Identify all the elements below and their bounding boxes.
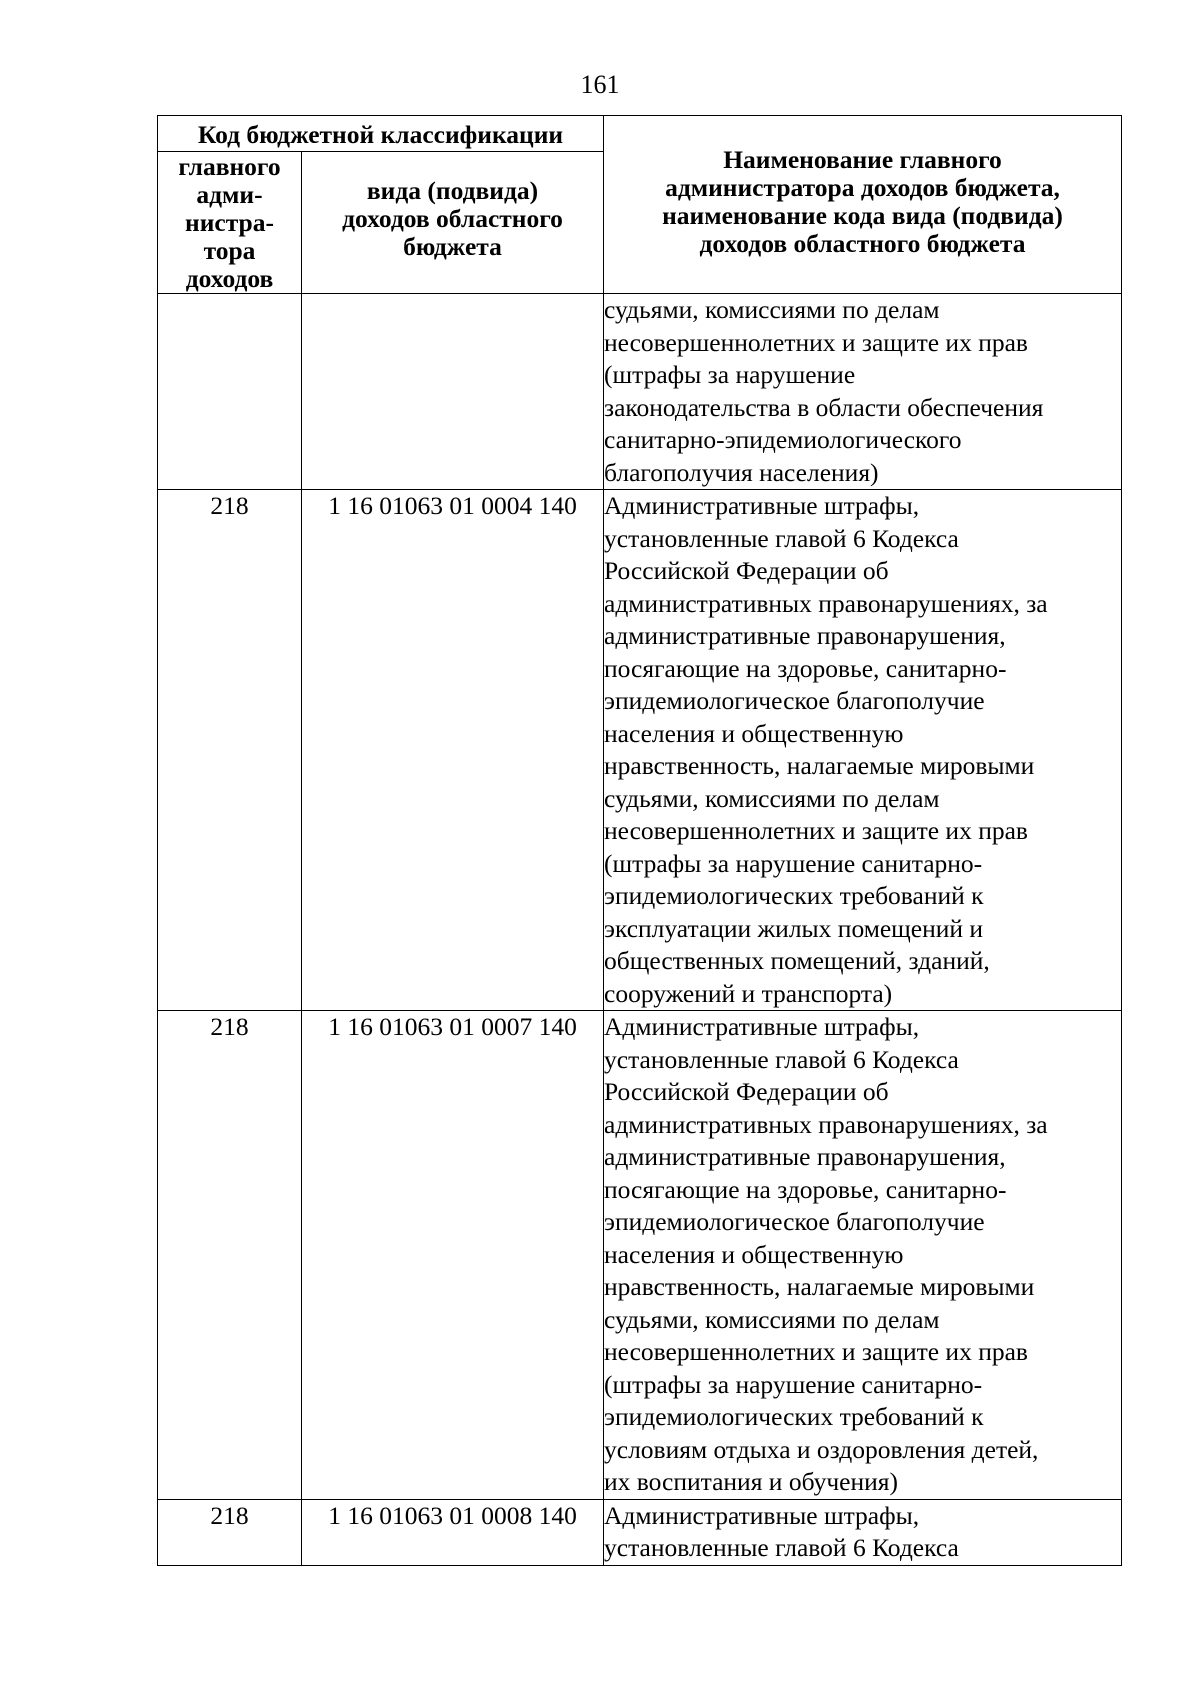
table-row: [158, 1499, 1122, 1565]
revenue-code-cell: 1 16 01063 01 0004 140: [302, 490, 604, 1011]
revenue-name-line: эпидемиологическое благополучие: [604, 1207, 985, 1236]
header-admin-line: адми-: [196, 180, 263, 209]
revenue-name-line: административных правонарушениях, за: [604, 1109, 1048, 1139]
header-revenue-line: доходов областного: [342, 203, 563, 233]
revenue-name-line: Административные штрафы,: [604, 1500, 920, 1530]
revenue-name-line: общественных помещений, зданий,: [604, 946, 990, 975]
header-name-line: наименование кода вида (подвида): [662, 200, 1063, 230]
revenue-name-line: условиям отдыха и оздоровления детей,: [604, 1434, 1039, 1464]
header-admin-line: нистра-: [185, 208, 274, 237]
revenue-name-line: Российской Федерации об: [604, 1077, 889, 1106]
header-name-line: доходов областного бюджета: [699, 228, 1026, 258]
header-budget-classification-code: Код бюджетной классификации: [158, 116, 604, 152]
revenue-name-line: Административные штрафы,: [604, 491, 920, 520]
admin-code-cell: 218: [158, 490, 302, 1011]
revenue-name-line: несовершеннолетних и защите их прав: [604, 816, 1028, 845]
header-admin-line: доходов: [185, 264, 274, 293]
header-admin-line: главного: [178, 152, 281, 181]
admin-code-cell: 218: [158, 1499, 302, 1565]
admin-code-cell: 218: [158, 1011, 302, 1500]
header-name-column: [604, 116, 1122, 294]
revenue-name-line: эпидемиологических требований к: [604, 881, 984, 910]
revenue-name-cell: [604, 1499, 1122, 1565]
table-row: [158, 490, 1122, 1011]
revenue-name-line: нравственность, налагаемые мировыми: [604, 1272, 1035, 1301]
revenue-name-line: нравственность, налагаемые мировыми: [604, 751, 1035, 780]
revenue-name-cell: [604, 1011, 1122, 1500]
revenue-name-line: административных правонарушениях, за: [604, 588, 1048, 618]
revenue-name-line: судьями, комиссиями по делам: [604, 783, 940, 813]
revenue-name-line: Российской Федерации об: [604, 556, 889, 585]
revenue-name-line: установленные главой 6 Кодекса: [604, 523, 959, 553]
table-body: [158, 294, 1122, 1566]
table-row: [158, 294, 1122, 490]
revenue-name-line: административные правонарушения,: [604, 1142, 1006, 1171]
header-revenue-line: бюджета: [403, 231, 502, 261]
table-row: [158, 1011, 1122, 1500]
revenue-name-line: их воспитания и обучения): [604, 1467, 898, 1496]
page-number: 161: [580, 70, 620, 99]
admin-code-cell: [158, 294, 302, 490]
revenue-name-line: (штрафы за нарушение: [604, 360, 856, 389]
revenue-name-line: административные правонарушения,: [604, 621, 1006, 650]
header-admin-line: тора: [203, 236, 256, 265]
revenue-code-cell: 1 16 01063 01 0007 140: [302, 1011, 604, 1500]
revenue-name-line: судьями, комиссиями по делам: [604, 295, 940, 324]
revenue-name-line: санитарно-эпидемиологического: [604, 425, 962, 454]
revenue-name-line: населения и общественную: [604, 1239, 904, 1269]
revenue-code-cell: [302, 294, 604, 490]
revenue-name-line: Административные штрафы,: [604, 1012, 920, 1041]
revenue-name-line: установленные главой 6 Кодекса: [604, 1044, 959, 1074]
revenue-name-line: посягающие на здоровье, санитарно-: [604, 1174, 1007, 1204]
header-admin-column: [158, 152, 302, 294]
revenue-code-cell: 1 16 01063 01 0008 140: [302, 1499, 604, 1565]
revenue-name-line: населения и общественную: [604, 718, 904, 748]
revenue-name-line: сооружений и транспорта): [604, 978, 893, 1008]
revenue-name-line: (штрафы за нарушение санитарно-: [604, 848, 983, 878]
revenue-name-line: судьями, комиссиями по делам: [604, 1304, 940, 1334]
revenue-name-line: эпидемиологическое благополучие: [604, 686, 985, 715]
revenue-name-cell: [604, 490, 1122, 1011]
revenue-name-line: благополучия населения): [604, 457, 879, 487]
revenue-name-cell: [604, 294, 1122, 490]
revenue-name-line: эксплуатации жилых помещений и: [604, 913, 984, 943]
header-name-line: администратора доходов бюджета,: [665, 172, 1060, 202]
budget-classification-table: [157, 115, 1122, 1566]
revenue-name-line: установленные главой 6 Кодекса: [604, 1533, 959, 1562]
revenue-name-line: (штрафы за нарушение санитарно-: [604, 1369, 983, 1399]
revenue-name-line: несовершеннолетних и защите их прав: [604, 1337, 1028, 1366]
header-revenue-line: вида (подвида): [366, 175, 539, 205]
revenue-name-line: посягающие на здоровье, санитарно-: [604, 653, 1007, 683]
header-revenue-type-column: [302, 152, 604, 294]
revenue-name-line: законодательства в области обеспечения: [604, 392, 1044, 422]
header-name-line: Наименование главного: [723, 144, 1002, 174]
revenue-name-line: эпидемиологических требований к: [604, 1402, 984, 1431]
revenue-name-line: несовершеннолетних и защите их прав: [604, 327, 1028, 357]
